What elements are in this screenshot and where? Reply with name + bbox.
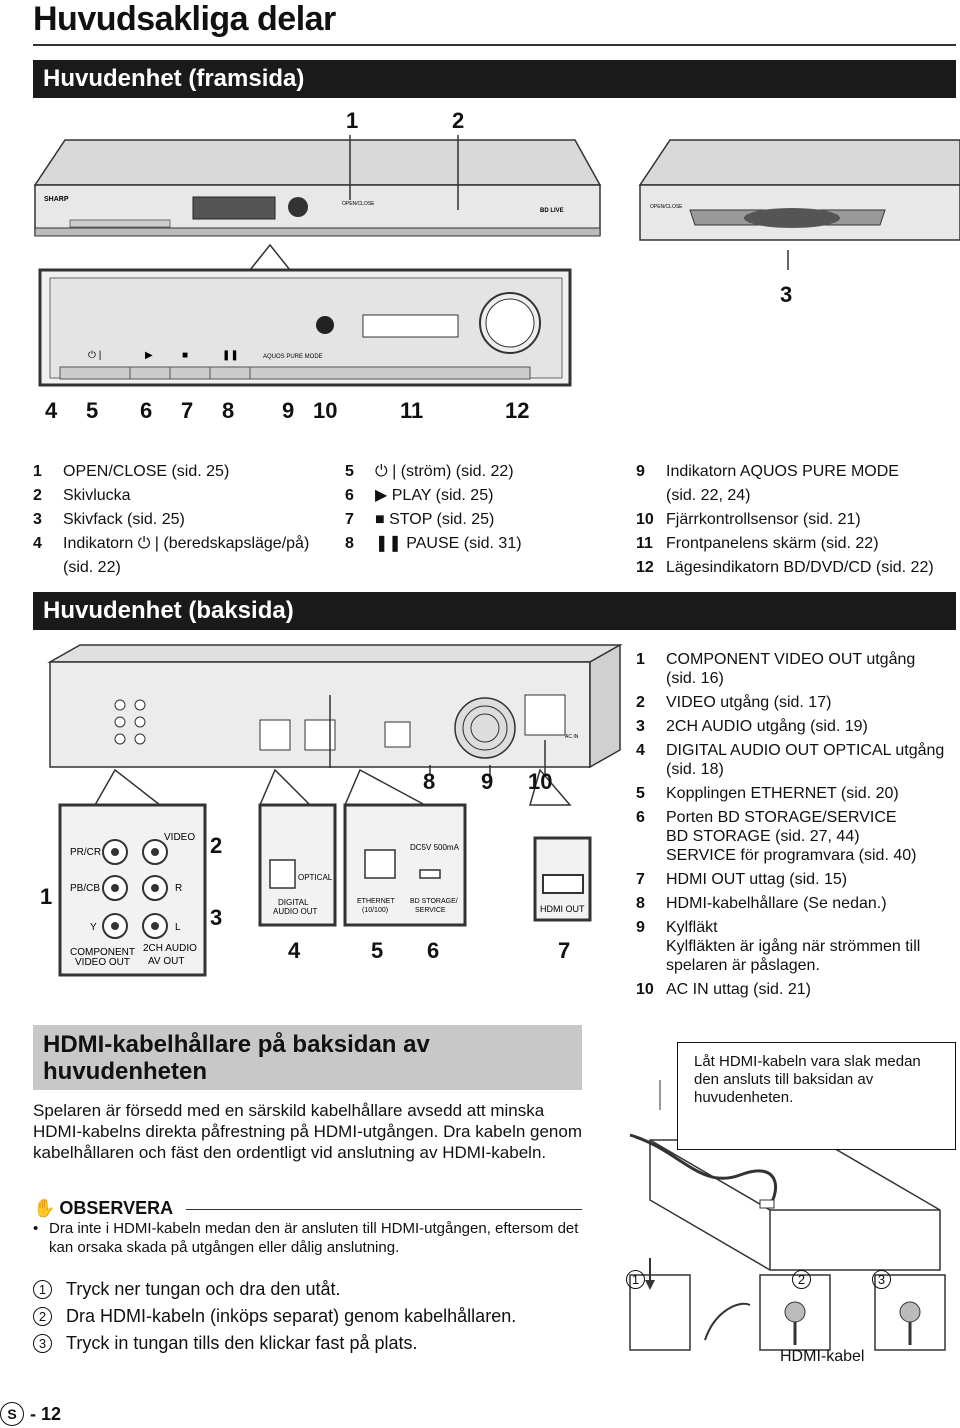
list-item: 3 Skivfack (sid. 25) bbox=[33, 511, 185, 528]
page-number: - 12 bbox=[30, 1403, 62, 1424]
list-item: 5 Kopplingen ETHERNET (sid. 20) bbox=[636, 785, 899, 802]
list-item-sub: (sid. 22, 24) bbox=[666, 487, 751, 504]
list-item: 1 COMPONENT VIDEO OUT utgång bbox=[636, 651, 916, 668]
svg-text:DC5V 500mA: DC5V 500mA bbox=[410, 843, 459, 852]
observera-note bbox=[33, 1219, 593, 1257]
page-title: Huvudsakliga delar bbox=[33, 0, 336, 38]
list-item: 10 AC IN uttag (sid. 21) bbox=[636, 981, 811, 998]
figure-step-1: 1 bbox=[626, 1270, 645, 1289]
page-footer bbox=[0, 1402, 61, 1426]
title-rule bbox=[33, 44, 956, 46]
jack-label-video-out: VIDEO OUT bbox=[75, 957, 131, 968]
svg-text:DIGITAL: DIGITAL bbox=[278, 898, 309, 907]
list-item: 3 2CH AUDIO utgång (sid. 19) bbox=[636, 718, 868, 735]
step-item: 1 Tryck ner tungan och dra den utåt. bbox=[33, 1276, 516, 1303]
list-item: 4 Indikatorn ⏻ | (beredskapsläge/på) bbox=[33, 535, 310, 552]
callout-10: 10 bbox=[313, 398, 338, 423]
svg-text:OPEN/CLOSE: OPEN/CLOSE bbox=[650, 204, 683, 210]
svg-text:BD STORAGE/: BD STORAGE/ bbox=[410, 898, 458, 905]
callout-4: 4 bbox=[45, 398, 58, 423]
svg-text:❚❚: ❚❚ bbox=[222, 350, 239, 361]
list-item: 6 ▶ PLAY (sid. 25) bbox=[345, 487, 494, 504]
observera-heading bbox=[33, 1198, 173, 1219]
front-unit-illustration bbox=[30, 130, 960, 440]
hand-icon: ✋ bbox=[33, 1198, 56, 1218]
back-unit-illustration bbox=[30, 640, 630, 1000]
list-item: 8 HDMI-kabelhållare (Se nedan.) bbox=[636, 895, 887, 912]
back-callout-1: 1 bbox=[40, 884, 53, 909]
observera-rule bbox=[186, 1209, 582, 1210]
back-callout-10: 10 bbox=[528, 769, 553, 794]
list-item: 8 ❚❚ PAUSE (sid. 31) bbox=[345, 535, 522, 552]
list-item: 10 Fjärrkontrollsensor (sid. 21) bbox=[636, 511, 861, 528]
callout-2: 2 bbox=[452, 108, 465, 133]
jack-label-l: L bbox=[175, 922, 181, 933]
front-list-col3 bbox=[636, 460, 956, 580]
svg-text:SERVICE: SERVICE bbox=[415, 907, 446, 914]
back-callout-5: 5 bbox=[371, 938, 384, 963]
observera-text: Dra inte i HDMI-kabeln medan den är ansluten till HDMI-utgången, eftersom det kan orsaka skada på utgången eller dålig anslutning. bbox=[49, 1220, 579, 1256]
back-callout-4: 4 bbox=[288, 938, 301, 963]
back-list: 1 COMPONENT VIDEO OUT utgång (sid. 16) 2 VIDEO utgång (sid. 17) 3 2CH AUDIO utgång (sid. 19) 4 DIGITAL AUDIO OUT OPTICAL utgång (sid. 18) 5 Kopplingen ETHERNET (sid. 20) 6 Porten BD STORAGE/SERVICE BD STORAGE (sid. 27, 44) SERVICE för programvara (sid. 40) 7 HDMI OUT uttag (sid. 15) 8 HDMI-kabelhållare (Se nedan.) 9 Kylfläkt Kylfläkten är igång när strömmen till spelaren är påslagen. 10 AC IN uttag (sid. 21) bbox=[636, 650, 958, 999]
front-list-col1 bbox=[33, 460, 333, 580]
callout-12: 12 bbox=[505, 398, 530, 423]
jack-label-r: R bbox=[175, 883, 183, 894]
svg-text:AC IN: AC IN bbox=[565, 734, 579, 740]
svg-text:ETHERNET: ETHERNET bbox=[357, 898, 395, 905]
jack-label-pb: PB/CB bbox=[70, 883, 101, 894]
step-item: 3 Tryck in tungan tills den klickar fast på plats. bbox=[33, 1330, 516, 1357]
brand-logo: SHARP bbox=[44, 196, 69, 203]
back-section-title: Huvudenhet (baksida) bbox=[33, 592, 956, 630]
list-item: 4 DIGITAL AUDIO OUT OPTICAL utgång bbox=[636, 742, 945, 759]
svg-text:HDMI OUT: HDMI OUT bbox=[540, 904, 585, 914]
list-item: 7 HDMI OUT uttag (sid. 15) bbox=[636, 871, 848, 888]
front-list-col2 bbox=[345, 460, 625, 556]
callout-6: 6 bbox=[140, 398, 153, 423]
figure-step-3: 3 bbox=[872, 1270, 891, 1289]
jack-label-component: COMPONENT bbox=[70, 947, 135, 958]
list-item: 5 ⏻ | (ström) (sid. 22) bbox=[345, 463, 514, 480]
back-callout-7: 7 bbox=[558, 938, 571, 963]
callout-5: 5 bbox=[86, 398, 99, 423]
back-callout-8: 8 bbox=[423, 769, 436, 794]
callout-11: 11 bbox=[400, 398, 424, 423]
list-item: 2 VIDEO utgång (sid. 17) bbox=[636, 694, 832, 711]
callout-7: 7 bbox=[181, 398, 194, 423]
svg-text:AUDIO OUT: AUDIO OUT bbox=[273, 907, 318, 916]
jack-label-y: Y bbox=[90, 922, 97, 933]
list-item-sub: (sid. 22) bbox=[63, 559, 121, 576]
hdmi-heading: HDMI-kabelhållare på baksidan av huvudenheten bbox=[33, 1025, 582, 1090]
list-item: 2 Skivlucka bbox=[33, 487, 131, 504]
steps-list bbox=[33, 1276, 516, 1357]
svg-text:■: ■ bbox=[182, 350, 189, 361]
hdmi-description: Spelaren är försedd med en särskild kabelhållare avsedd att minska HDMI-kabelns direkta påfrestning på HDMI-utgången. Dra kabeln genom kabelhållaren och fäst den ordentligt vid anslutning av HDMI-kabeln. bbox=[33, 1101, 582, 1162]
bullet: • bbox=[33, 1220, 39, 1237]
back-callout-3: 3 bbox=[210, 905, 223, 930]
svg-text:BD LIVE: BD LIVE bbox=[540, 208, 564, 214]
callout-9: 9 bbox=[282, 398, 295, 423]
observera-title: OBSERVERA bbox=[59, 1198, 174, 1218]
list-item: 9 Kylfläkt bbox=[636, 919, 718, 936]
svg-text:AQUOS PURE MODE: AQUOS PURE MODE bbox=[263, 354, 323, 360]
list-item: 1 OPEN/CLOSE (sid. 25) bbox=[33, 463, 230, 480]
svg-text:(10/100): (10/100) bbox=[362, 907, 389, 914]
s-mark: S bbox=[0, 1402, 24, 1426]
figure-step-2: 2 bbox=[792, 1270, 811, 1289]
back-callout-9: 9 bbox=[481, 769, 494, 794]
hdmi-cable-label: HDMI-kabel bbox=[780, 1348, 865, 1365]
callout-1: 1 bbox=[346, 108, 359, 133]
list-item: 12 Lägesindikatorn BD/DVD/CD (sid. 22) bbox=[636, 559, 934, 576]
front-section-title: Huvudenhet (framsida) bbox=[33, 60, 956, 98]
jack-label-av-out: AV OUT bbox=[148, 956, 185, 967]
step-item: 2 Dra HDMI-kabeln (inköps separat) genom kabelhållaren. bbox=[33, 1303, 516, 1330]
list-item: 6 Porten BD STORAGE/SERVICE bbox=[636, 809, 897, 826]
svg-text:▶: ▶ bbox=[145, 350, 153, 361]
jack-label-pr: PR/CR bbox=[70, 847, 102, 858]
svg-text:⏻ |: ⏻ | bbox=[88, 350, 102, 361]
back-callout-6: 6 bbox=[427, 938, 440, 963]
hdmi-note-box: Låt HDMI-kabeln vara slak medan den ansluts till baksidan av huvudenheten. bbox=[677, 1042, 956, 1150]
jack-label-2ch-audio: 2CH AUDIO bbox=[143, 943, 197, 954]
callout-3: 3 bbox=[780, 282, 793, 307]
list-item: 9 Indikatorn AQUOS PURE MODE bbox=[636, 463, 899, 480]
list-item: 11 Frontpanelens skärm (sid. 22) bbox=[636, 535, 879, 552]
jack-label-video: VIDEO bbox=[164, 832, 196, 843]
callout-8: 8 bbox=[222, 398, 235, 423]
svg-text:OPTICAL: OPTICAL bbox=[298, 873, 333, 882]
back-callout-2: 2 bbox=[210, 833, 223, 858]
list-item: 7 ■ STOP (sid. 25) bbox=[345, 511, 495, 528]
svg-text:OPEN/CLOSE: OPEN/CLOSE bbox=[342, 201, 375, 207]
